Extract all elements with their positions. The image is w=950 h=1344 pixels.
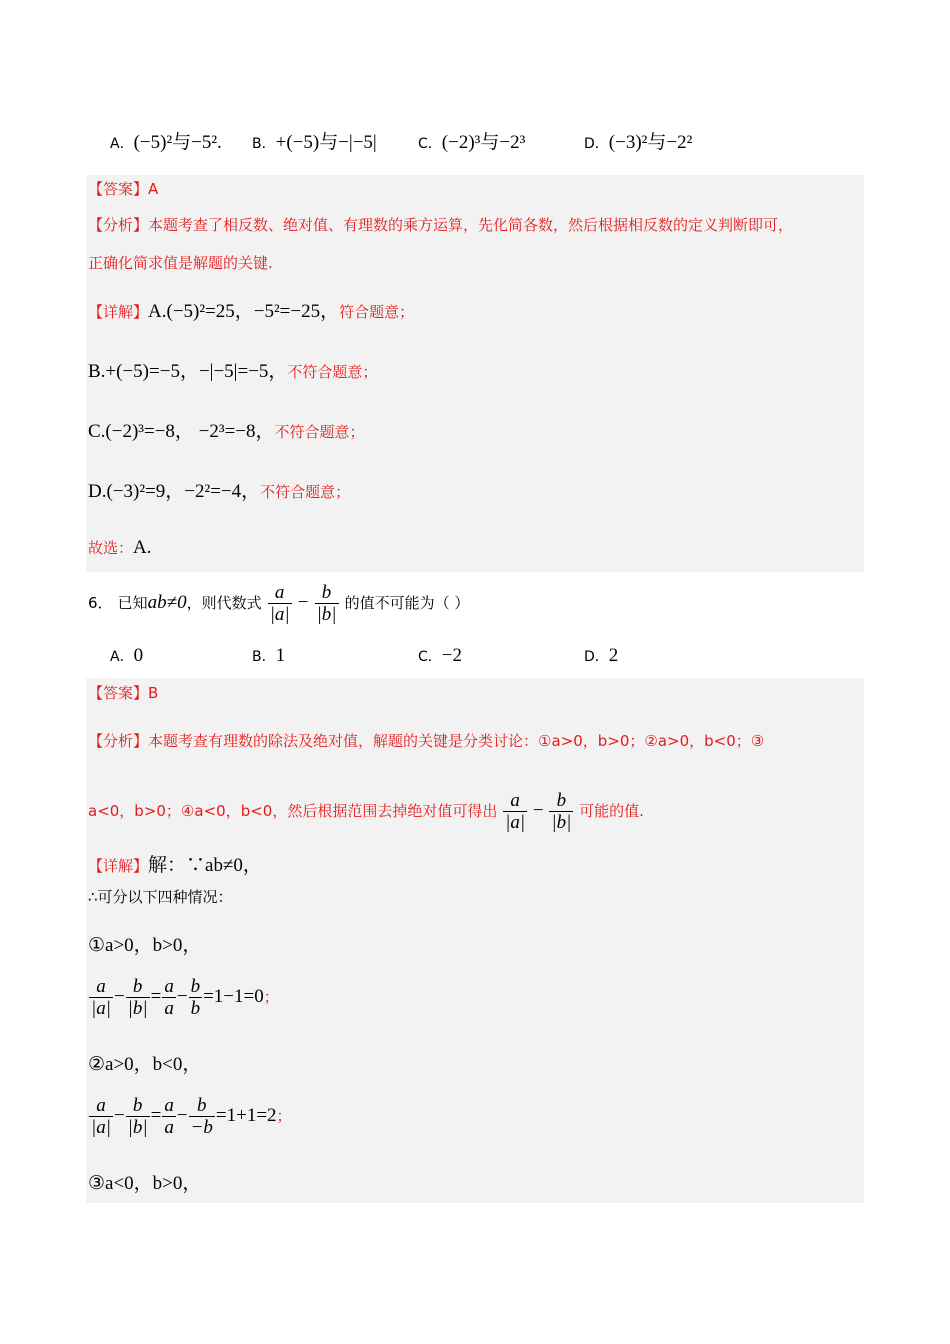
- q5-detail-c: C.(−2)³=−8， −2³=−8，不符合题意；: [88, 421, 365, 442]
- q6-case2: ②a>0，b<0，: [88, 1054, 202, 1075]
- q6-option-d: D．2: [584, 645, 619, 666]
- q5-detail-b: B.+(−5)=−5，−|−5|=−5，不符合题意；: [88, 361, 378, 382]
- q6-option-c: C．−2: [418, 645, 462, 666]
- q5-detail-a: 【详解】A.(−5)²=25，−5²=−25，符合题意；: [88, 301, 415, 322]
- q6-analysis-line1: 【分析】本题考查有理数的除法及绝对值，解题的关键是分类讨论：①a>0，b>0；②a>0，b<0；③: [88, 732, 765, 750]
- q5-choose: 故选：A.: [88, 537, 152, 558]
- q5-option-d: D．(−3)²与−2²: [584, 132, 693, 153]
- q6-option-b: B．1: [252, 645, 286, 666]
- q6-analysis-fraction-b: $\frac{b}{|b|}$: [551, 790, 572, 833]
- q5-analysis-line1: 【分析】本题考查了相反数、绝对值、有理数的乘方运算，先化简各数，然后根据相反数的定义判断即可，: [88, 216, 794, 234]
- q6-case3: ③a<0，b>0，: [88, 1173, 202, 1194]
- q6-answer: 【答案】B: [88, 684, 159, 702]
- q6-detail: 【详解】解：∵ab≠0，: [88, 855, 262, 876]
- q6-case1-equation: $\frac{a}{|a|}$ − $\frac{b}{|b|}$ = $\frac{a}{a}$ − $\frac{b}{b}$ =1−1=0；: [91, 976, 279, 1019]
- q5-detail-d: D.(−3)²=9，−2²=−4，不符合题意；: [88, 481, 351, 502]
- q5-option-b: B．+(−5)与−|−5|: [252, 132, 377, 153]
- q6-stem: 6． 已知ab≠0，则代数式 $\frac{a}{|a|}$ − $\frac{b}{|b|}$ 的值不可能为（ ）: [88, 582, 470, 625]
- q6-case1: ①a>0，b>0，: [88, 935, 202, 956]
- q6-fraction-b: $\frac{b}{|b|}$: [316, 582, 337, 625]
- q6-case2-equation: $\frac{a}{|a|}$ − $\frac{b}{|b|}$ = $\frac{a}{a}$ − $\frac{b}{-b}$ =1+1=2；: [91, 1095, 292, 1138]
- q5-answer: 【答案】A: [88, 180, 159, 198]
- q6-option-a: A．0: [110, 645, 144, 666]
- q6-analysis-line2: a<0，b>0；④a<0，b<0，然后根据范围去掉绝对值可得出 $\frac{a}{|a|}$ − $\frac{b}{|b|}$ 可能的值.: [88, 790, 644, 833]
- q6-analysis-fraction-a: $\frac{a}{|a|}$: [505, 790, 526, 833]
- q6-fraction-a: $\frac{a}{|a|}$: [269, 582, 290, 625]
- q5-analysis-line2: 正确化简求值是解题的关键.: [88, 254, 273, 272]
- q5-option-c: C．(−2)³与−2³: [418, 132, 526, 153]
- q6-therefore-line: ∴可分以下四种情况：: [88, 888, 233, 906]
- q5-option-a: A．(−5)²与−5².: [110, 132, 222, 153]
